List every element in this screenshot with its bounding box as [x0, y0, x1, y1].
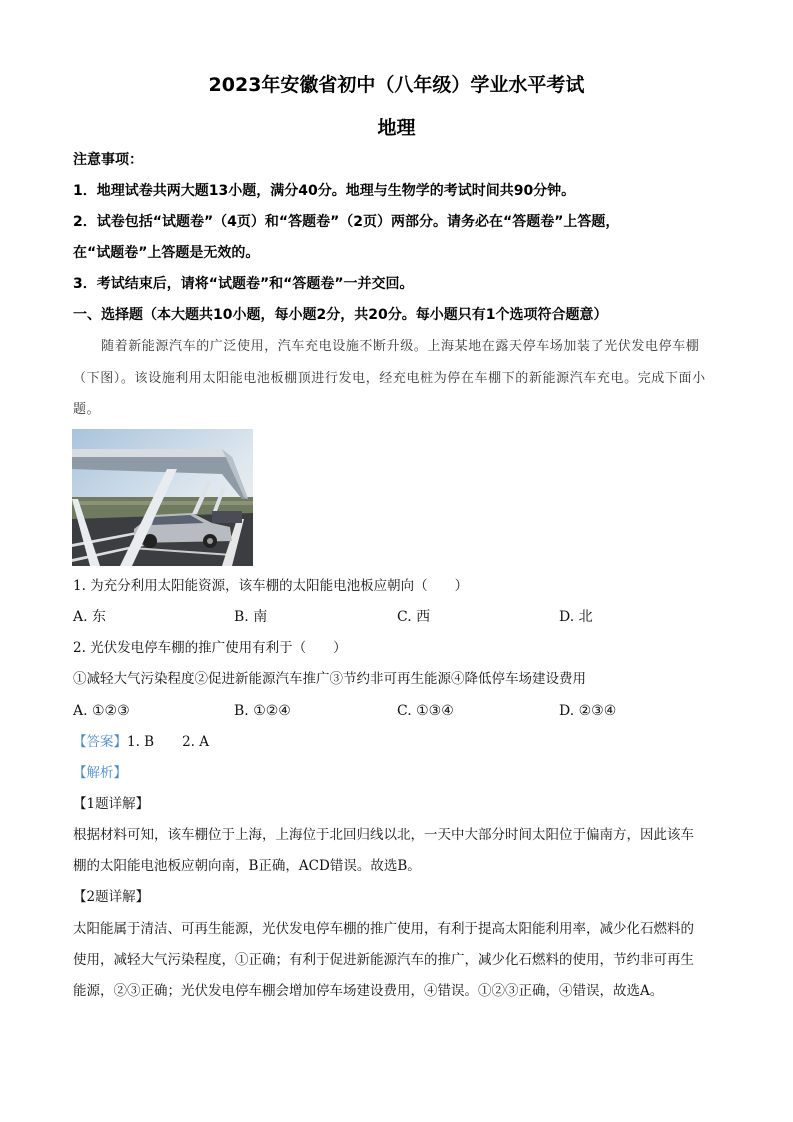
q2-option-b: B. ①②④	[234, 703, 291, 719]
q2-detail-line-1: 太阳能属于清洁、可再生能源，光伏发电停车棚的推广使用，有利于提高太阳能利用率，减少化石燃料的	[73, 921, 694, 937]
question-1-stem: 1. 为充分利用太阳能资源，该车棚的太阳能电池板应朝向（ ）	[73, 578, 469, 594]
q1-detail-line-2: 棚的太阳能电池板应朝向南，B正确，ACD错误。故选B。	[73, 858, 421, 874]
intro-line-2: （下图）。该设施利用太阳能电池板棚顶进行发电，经充电桩为停在车棚下的新能源汽车充电。完成下面小	[73, 371, 706, 386]
intro-line-1: 随着新能源汽车的广泛使用，汽车充电设施不断升级。上海某地在露天停车场加装了光伏发电停车棚	[101, 339, 700, 354]
answer-label: 【答案】	[73, 734, 127, 750]
subject-title: 地理	[377, 117, 416, 139]
q1-option-c: C. 西	[397, 609, 431, 625]
answer-1: 1. B	[127, 734, 155, 750]
notice-item-1: 1．地理试卷共两大题13小题，满分40分。地理与生物学的考试时间共90分钟。	[73, 183, 576, 199]
q1-option-a: A. 东	[73, 609, 107, 625]
answer-row	[73, 732, 209, 752]
analysis-label: 【解析】	[73, 765, 127, 781]
notice-item-3: 3．考试结束后，请将“试题卷”和“答题卷”一并交回。	[73, 276, 414, 292]
q1-detail-heading: 【1题详解】	[73, 796, 150, 812]
q1-option-b: B. 南	[234, 609, 268, 625]
q1-detail-line-1: 根据材料可知，该车棚位于上海，上海位于北回归线以北，一天中大部分时间太阳位于偏南方，因此该车	[73, 827, 694, 843]
question-2-stem: 2. 光伏发电停车棚的推广使用有利于（ ）	[73, 640, 347, 656]
q1-option-d: D. 北	[559, 609, 593, 625]
section-heading: 一、选择题（本大题共10小题，每小题2分，共20分。每小题只有1个选项符合题意）	[73, 307, 608, 323]
q2-detail-line-3: 能源，②③正确；光伏发电停车棚会增加停车场建设费用，④错误。①②③正确，④错误，故选A。	[73, 983, 664, 999]
notice-heading: 注意事项：	[73, 152, 143, 168]
q2-option-d: D. ②③④	[559, 703, 617, 719]
notice-item-2: 2．试卷包括“试题卷”（4页）和“答题卷”（2页）两部分。请务必在“答题卷”上答题，	[73, 214, 620, 230]
notice-item-2-cont: 在“试题卷”上答题是无效的。	[73, 245, 260, 261]
answer-2: 2. A	[182, 734, 210, 750]
exam-title: 2023年安徽省初中（八年级）学业水平考试	[208, 74, 585, 96]
question-2-statements: ①减轻大气污染程度②促进新能源汽车推广③节约非可再生能源④降低停车场建设费用	[73, 671, 586, 687]
intro-line-3: 题。	[73, 402, 101, 417]
q2-detail-line-2: 使用，减轻大气污染程度，①正确；有利于促进新能源汽车的推广，减少化石燃料的使用，节约非可再生	[73, 952, 694, 968]
solar-carport-photo	[72, 429, 253, 566]
q2-detail-heading: 【2题详解】	[73, 889, 150, 905]
q2-option-a: A. ①②③	[73, 703, 130, 719]
q2-option-c: C. ①③④	[397, 703, 454, 719]
